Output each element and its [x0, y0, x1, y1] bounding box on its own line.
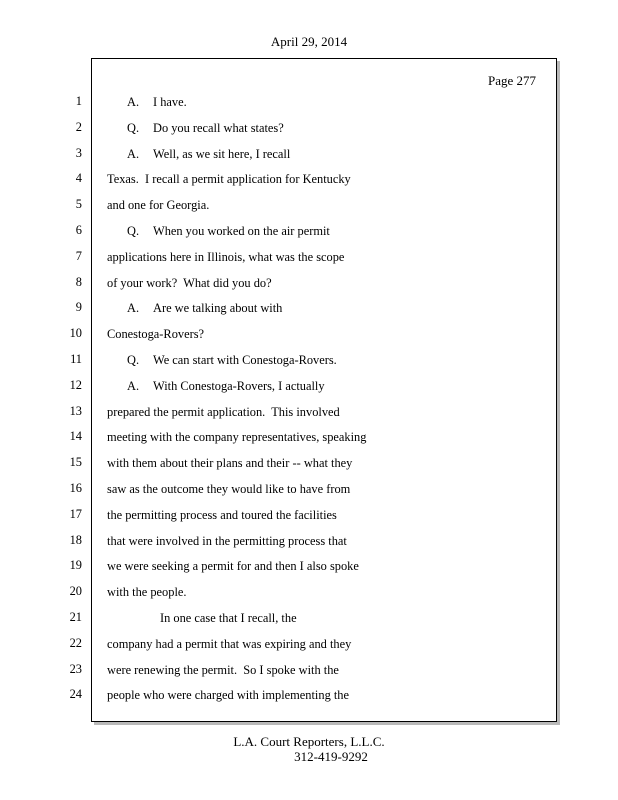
- footer: [0, 734, 618, 764]
- transcript-line: [92, 533, 556, 559]
- line-number: 1: [75, 94, 82, 108]
- line-content: [107, 584, 187, 600]
- transcript-line: [92, 687, 556, 713]
- line-content: [127, 378, 325, 394]
- line-content: [127, 352, 337, 368]
- transcript-line: [92, 146, 556, 172]
- transcript-line: [92, 171, 556, 197]
- line-text: of your work? What did you do?: [107, 275, 272, 290]
- transcript-line: [92, 404, 556, 430]
- transcript-line: [92, 507, 556, 533]
- transcript-line: [92, 120, 556, 146]
- transcript-line: [92, 455, 556, 481]
- transcript-line: [92, 94, 556, 120]
- transcript-line: [92, 326, 556, 352]
- line-content: [127, 300, 282, 316]
- speaker-marker: Q.: [127, 223, 140, 238]
- line-number: 16: [69, 480, 82, 495]
- line-number: 6: [75, 222, 82, 237]
- line-text: applications here in Illinois, what was the scope: [107, 249, 345, 264]
- line-number: 19: [69, 558, 82, 573]
- transcript-line: [92, 249, 556, 275]
- line-content: [127, 94, 187, 110]
- line-content: [107, 507, 337, 523]
- transcript-line: [92, 558, 556, 584]
- line-text: saw as the outcome they would like to have from: [107, 481, 351, 496]
- speaker-marker: Q.: [127, 120, 140, 135]
- line-text: people who were charged with implementing the: [107, 688, 350, 703]
- line-number: 12: [69, 377, 82, 392]
- line-text: the permitting process and toured the facilities: [107, 507, 337, 522]
- line-text: In one case that I recall, the: [160, 610, 297, 625]
- transcript-line: [92, 352, 556, 378]
- line-content: [107, 687, 349, 703]
- line-text: prepared the permit application. This involved: [107, 404, 340, 419]
- line-text: Conestoga-Rovers?: [107, 327, 205, 342]
- line-content: [160, 610, 297, 626]
- line-number: 17: [69, 506, 82, 521]
- line-text: Texas. I recall a permit application for Kentucky: [107, 172, 351, 187]
- line-number: 10: [69, 326, 82, 341]
- line-text: that were involved in the permitting process that: [107, 533, 347, 548]
- line-number: 8: [75, 274, 82, 289]
- line-text: company had a permit that was expiring and they: [107, 636, 352, 651]
- line-text: Are we talking about with: [153, 301, 283, 316]
- transcript-line: [92, 584, 556, 610]
- line-text: and one for Georgia.: [107, 198, 210, 213]
- line-number: 14: [69, 429, 82, 444]
- line-number: 13: [69, 403, 82, 418]
- line-content: [107, 275, 272, 291]
- line-content: [107, 455, 352, 471]
- line-content: [107, 249, 344, 265]
- line-content: [127, 120, 284, 136]
- line-content: [107, 429, 366, 445]
- line-number: 22: [69, 635, 82, 650]
- line-text: meeting with the company representatives, speaking: [107, 430, 367, 445]
- line-text: Well, as we sit here, I recall: [153, 146, 291, 161]
- transcript-line: [92, 429, 556, 455]
- line-content: [127, 223, 330, 239]
- line-content: [107, 662, 339, 678]
- line-number: 4: [75, 171, 82, 186]
- line-text: When you worked on the air permit: [153, 223, 330, 238]
- line-content: [107, 197, 209, 213]
- reporter-phone: 312-419-9292: [294, 749, 368, 764]
- transcript-line: [92, 300, 556, 326]
- line-number: 23: [69, 661, 82, 676]
- line-content: [107, 404, 340, 420]
- line-number: 20: [69, 584, 82, 599]
- transcript-date: April 29, 2014: [270, 34, 348, 49]
- line-text: were renewing the permit. So I spoke with the: [107, 662, 339, 677]
- transcript-line: [92, 481, 556, 507]
- transcript-line: [92, 662, 556, 688]
- speaker-marker: A.: [127, 301, 140, 316]
- line-content: [107, 481, 350, 497]
- line-text: Do you recall what states?: [153, 120, 284, 135]
- line-text: With Conestoga-Rovers, I actually: [153, 378, 325, 393]
- transcript-lines: [92, 94, 556, 713]
- line-content: [107, 533, 347, 549]
- transcript-page-frame: [91, 58, 557, 722]
- line-number: 15: [69, 455, 82, 470]
- line-number: 3: [75, 145, 82, 160]
- line-text: with the people.: [107, 585, 187, 600]
- line-text: We can start with Conestoga-Rovers.: [153, 352, 337, 367]
- line-number: 21: [69, 609, 82, 624]
- transcript-line: [92, 610, 556, 636]
- line-content: [127, 146, 290, 162]
- line-content: [107, 326, 204, 342]
- transcript-line: [92, 378, 556, 404]
- reporter-company: L.A. Court Reporters, L.L.C.: [233, 734, 385, 749]
- line-number: 7: [75, 248, 82, 263]
- line-text: we were seeking a permit for and then I also spoke: [107, 559, 359, 574]
- transcript-line: [92, 197, 556, 223]
- transcript-line: [92, 275, 556, 301]
- transcript-line: [92, 636, 556, 662]
- line-number-column: [0, 93, 86, 712]
- line-content: [107, 636, 351, 652]
- line-number: 24: [69, 687, 82, 702]
- page-number: Page 277: [487, 73, 536, 88]
- line-number: 18: [69, 532, 82, 547]
- line-text: I have.: [153, 95, 187, 109]
- line-content: [107, 558, 359, 574]
- speaker-marker: A.: [127, 378, 140, 393]
- line-number: 5: [75, 197, 82, 212]
- line-number: 2: [75, 119, 82, 134]
- line-content: [107, 171, 351, 187]
- transcript-line: [92, 223, 556, 249]
- speaker-marker: Q.: [127, 352, 140, 367]
- line-number: 11: [70, 351, 82, 366]
- speaker-marker: A.: [127, 95, 140, 109]
- line-number: 9: [75, 300, 82, 315]
- line-text: with them about their plans and their -- what they: [107, 456, 353, 471]
- speaker-marker: A.: [127, 146, 140, 161]
